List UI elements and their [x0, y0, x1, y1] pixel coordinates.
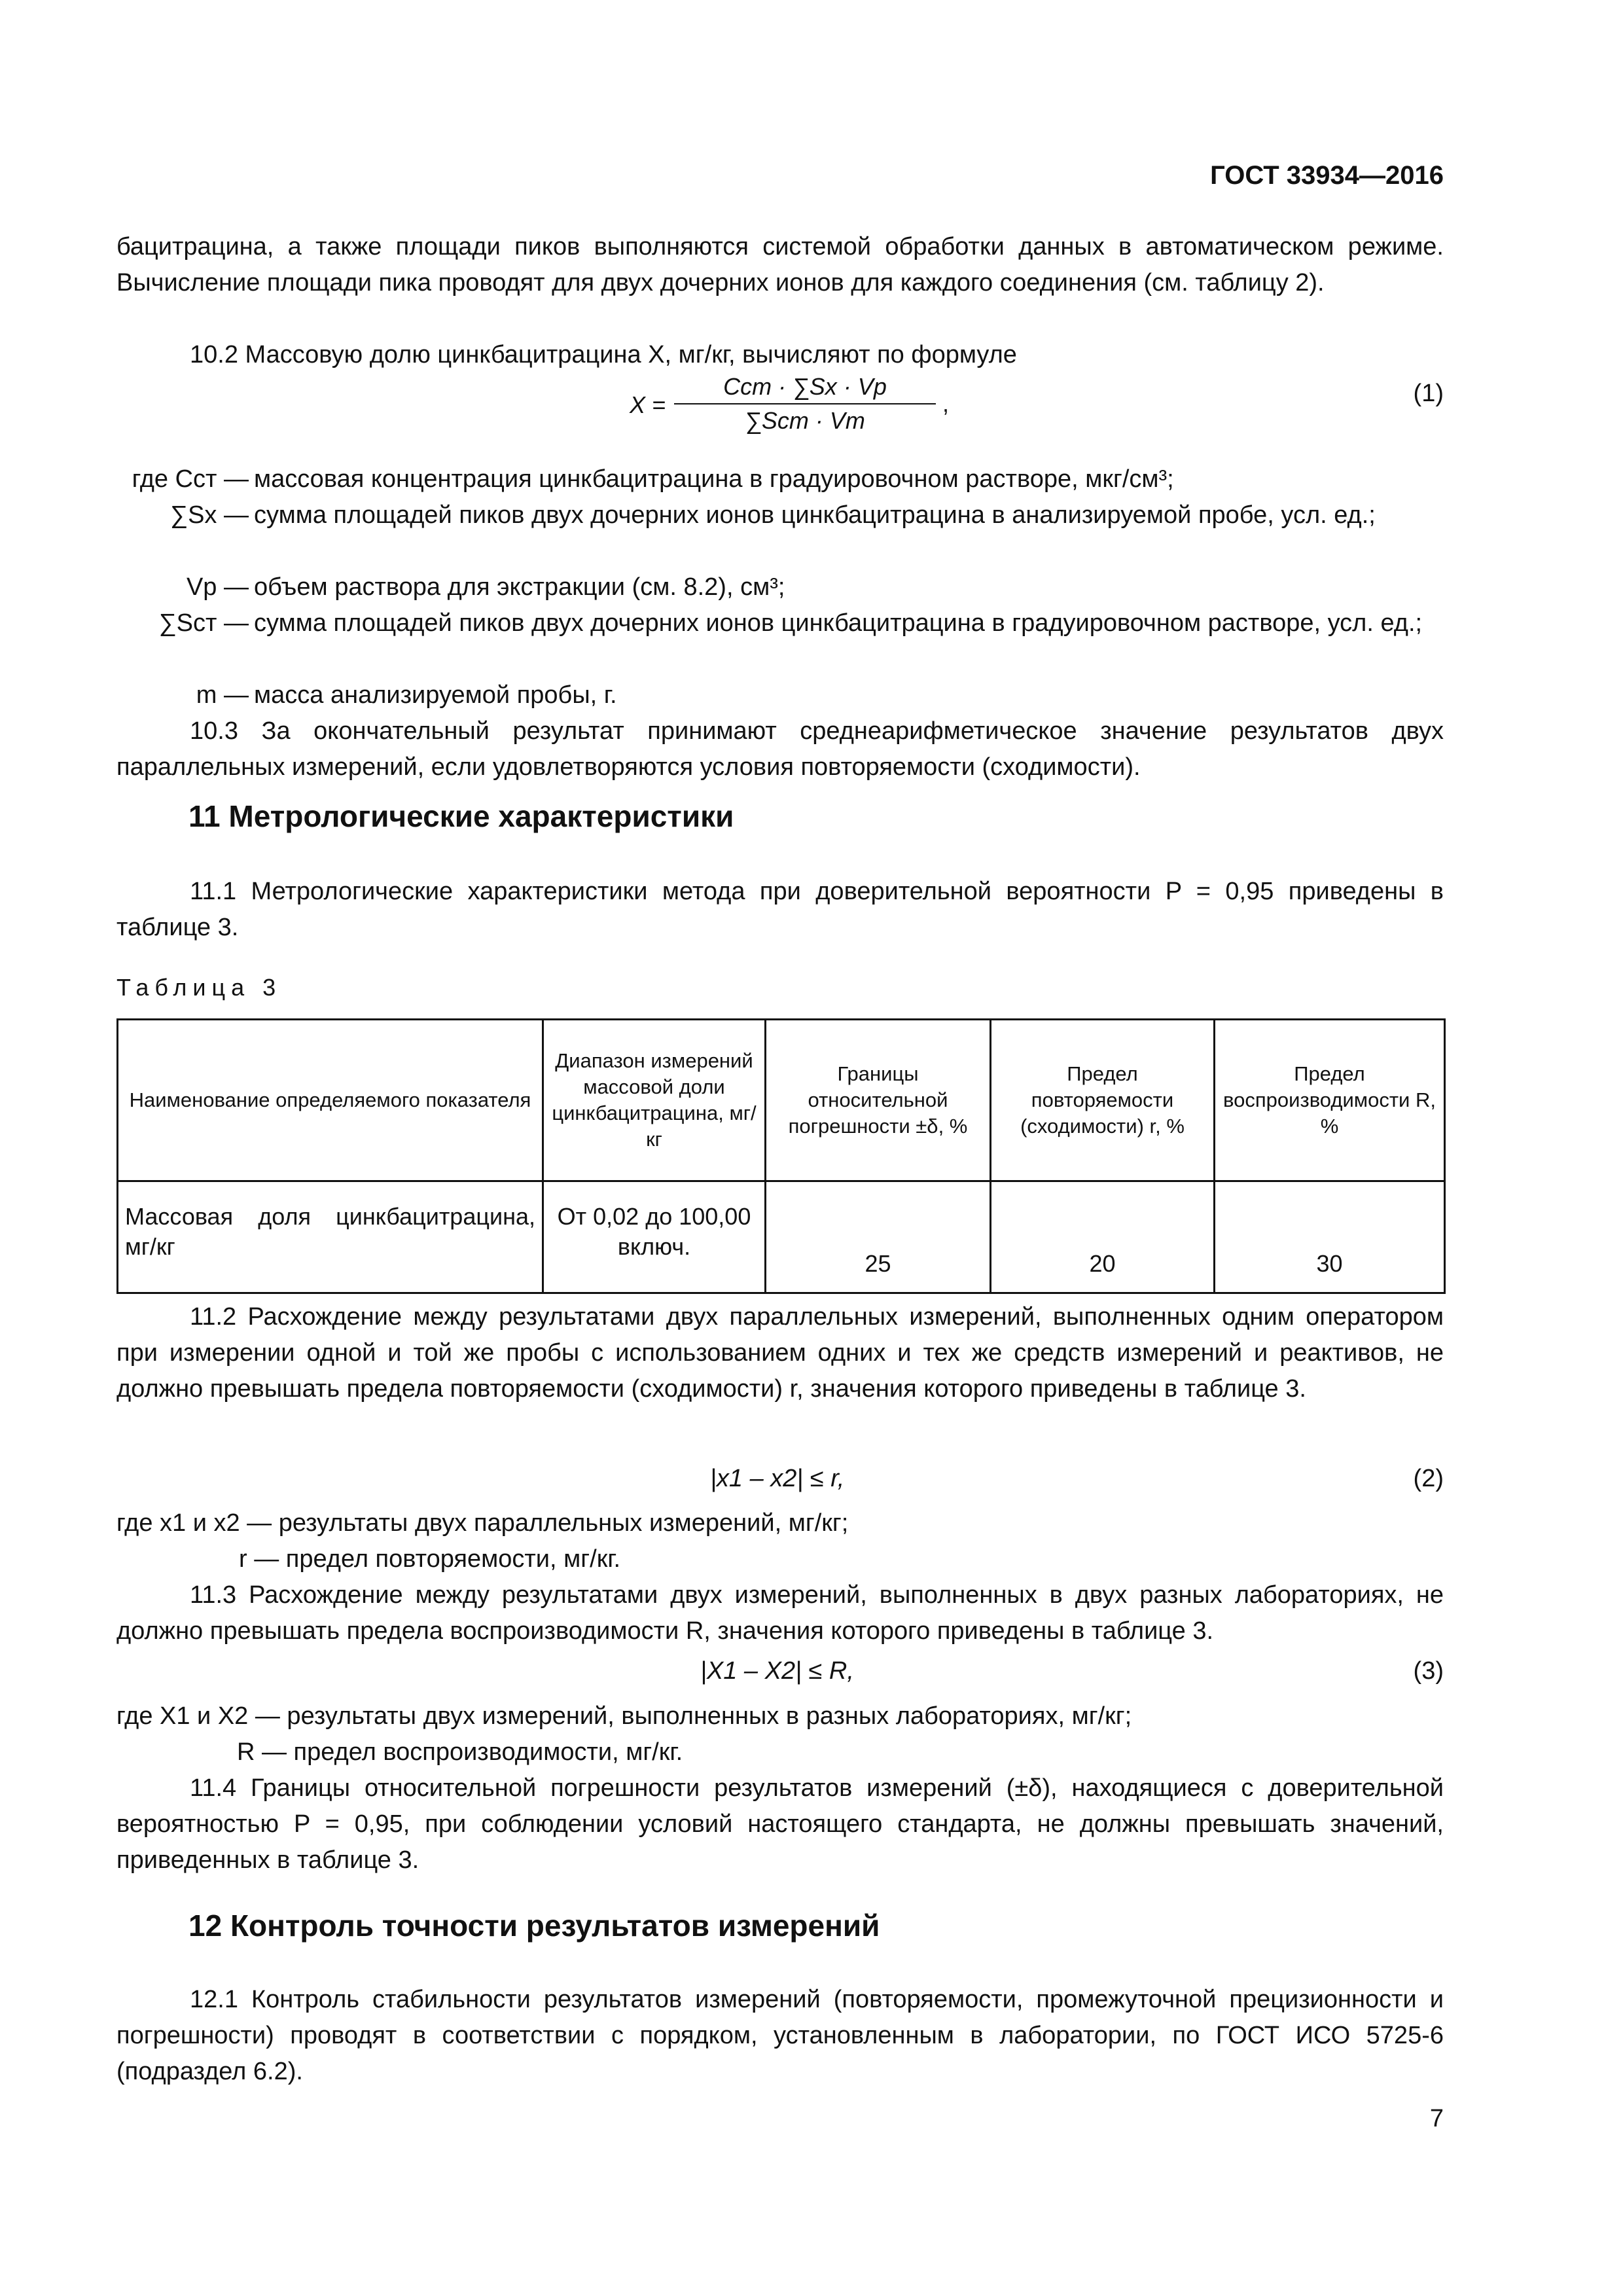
- table-cell: 25: [766, 1181, 991, 1293]
- legend-term-sst: ∑Sст —: [158, 609, 249, 637]
- formula-3-number: (3): [1413, 1657, 1444, 1685]
- table-cell: 20: [991, 1181, 1215, 1293]
- formula-1: X = Cст · ∑Sx · Vp ∑Sст · Vm ,: [630, 373, 949, 434]
- legend-term-vp: Vp —: [186, 573, 249, 601]
- table-3-caption: Таблица 3: [116, 974, 282, 1001]
- formula-1-numerator: Cст · ∑Sx · Vp: [674, 373, 936, 404]
- table-cell: 30: [1215, 1181, 1445, 1293]
- paragraph-12-1: 12.1 Контроль стабильности результатов измерений (повторяемости, промежуточной прецизионности и погрешности) проводят в соответствии с порядком, установленным в лаборатории, по ГОСТ ИСО 5725-6 (подраздел 6.2).: [116, 1986, 1444, 2085]
- table-header-cell: Предел воспроизводимости R, %: [1215, 1020, 1445, 1181]
- legend-desc-sst: сумма площадей пиков двух дочерних ионов цинкбацитрацина в градуировочном растворе, усл. ед.;: [254, 609, 1423, 637]
- formula-1-denominator: ∑Sст · Vm: [745, 407, 865, 434]
- paragraph-11-3: 11.3 Расхождение между результатами двух измерений, выполненных в двух разных лабораториях, не должно превышать предела воспроизводимости R, значения которого приведены в таблице 3.: [116, 1581, 1444, 1645]
- formula-1-legend: [0, 461, 1446, 709]
- legend-desc-vp: объем раствора для экстракции (см. 8.2), см³;: [254, 573, 785, 601]
- formula-1-lhs: X =: [630, 391, 666, 418]
- table-cell: От 0,02 до 100,00 включ.: [543, 1181, 766, 1293]
- table-header-cell: Диапазон измерений массовой доли цинкбацитрацина, мг/кг: [543, 1020, 766, 1181]
- legend-desc-sx: сумма площадей пиков двух дочерних ионов цинкбацитрацина в анализируемой пробе, усл. ед.;: [254, 501, 1376, 529]
- formula-3: |X1 – X2| ≤ R,: [700, 1657, 854, 1685]
- legend-desc-m: масса анализируемой пробы, г.: [254, 681, 617, 709]
- paragraph-11-2: 11.2 Расхождение между результатами двух параллельных измерений, выполненных одним оператором при измерении одной и той же пробы с использованием одних и тех же средств измерений и реактивов, не должно превышать предела повторяемости (сходимости) r, значения которого приведены в таблице 3.: [116, 1303, 1444, 1403]
- standard-header: ГОСТ 33934—2016: [1210, 161, 1444, 190]
- paragraph-intro: бацитрацина, а также площади пиков выполняются системой обработки данных в автоматическом режиме. Вычисление площади пика проводят для двух дочерних ионов для каждого соединения (см. таблицу 2).: [116, 233, 1444, 296]
- formula-2-legend-line2: r — предел повторяемости, мг/кг.: [239, 1545, 621, 1573]
- paragraph-10-2: 10.2 Массовую долю цинкбацитрацина X, мг/кг, вычисляют по формуле: [190, 341, 1017, 368]
- section-heading-12: 12 Контроль точности результатов измерений: [188, 1909, 880, 1943]
- table-row: [118, 1181, 1445, 1293]
- paragraph-10-3: 10.3 За окончательный результат принимают среднеарифметическое значение результатов двух параллельных измерений, если удовлетворяются условия повторяемости (сходимости).: [116, 717, 1444, 781]
- table-cell: Массовая доля цинкбацитрацина, мг/кг: [118, 1181, 543, 1293]
- formula-2-number: (2): [1413, 1465, 1444, 1492]
- formula-2-legend-line1: где x1 и x2 — результаты двух параллельных измерений, мг/кг;: [116, 1509, 849, 1537]
- paragraph-11-1: 11.1 Метрологические характеристики метода при доверительной вероятности P = 0,95 приведены в таблице 3.: [116, 878, 1444, 941]
- formula-1-number: (1): [1413, 380, 1444, 407]
- legend-desc-cst: массовая концентрация цинкбацитрацина в градуировочном растворе, мкг/см³;: [254, 465, 1174, 493]
- section-heading-11: 11 Метрологические характеристики: [188, 799, 734, 833]
- table-header-cell: Границы относительной погрешности ±δ, %: [766, 1020, 991, 1181]
- paragraph-11-4: 11.4 Границы относительной погрешности результатов измерений (±δ), находящиеся с доверительной вероятностью P = 0,95, при соблюдении условий настоящего стандарта, не должны превышать значений, приведенных в таблице 3.: [116, 1774, 1444, 1874]
- legend-term-cst: где Cст —: [132, 465, 249, 493]
- formula-2: |x1 – x2| ≤ r,: [710, 1465, 845, 1492]
- table-header-cell: Наименование определяемого показателя: [118, 1020, 543, 1181]
- formula-3-legend-line1: где X1 и X2 — результаты двух измерений, выполненных в разных лабораториях, мг/кг;: [116, 1702, 1132, 1730]
- formula-3-legend-line2: R — предел воспроизводимости, мг/кг.: [237, 1738, 683, 1766]
- table-header-row: [118, 1020, 1445, 1181]
- legend-term-sx: ∑Sx —: [170, 501, 249, 529]
- table-header-cell: Предел повторяемости (сходимости) r, %: [991, 1020, 1215, 1181]
- legend-term-m: m —: [196, 681, 249, 709]
- page-number: 7: [1429, 2105, 1444, 2132]
- table-3: [116, 1018, 1446, 1294]
